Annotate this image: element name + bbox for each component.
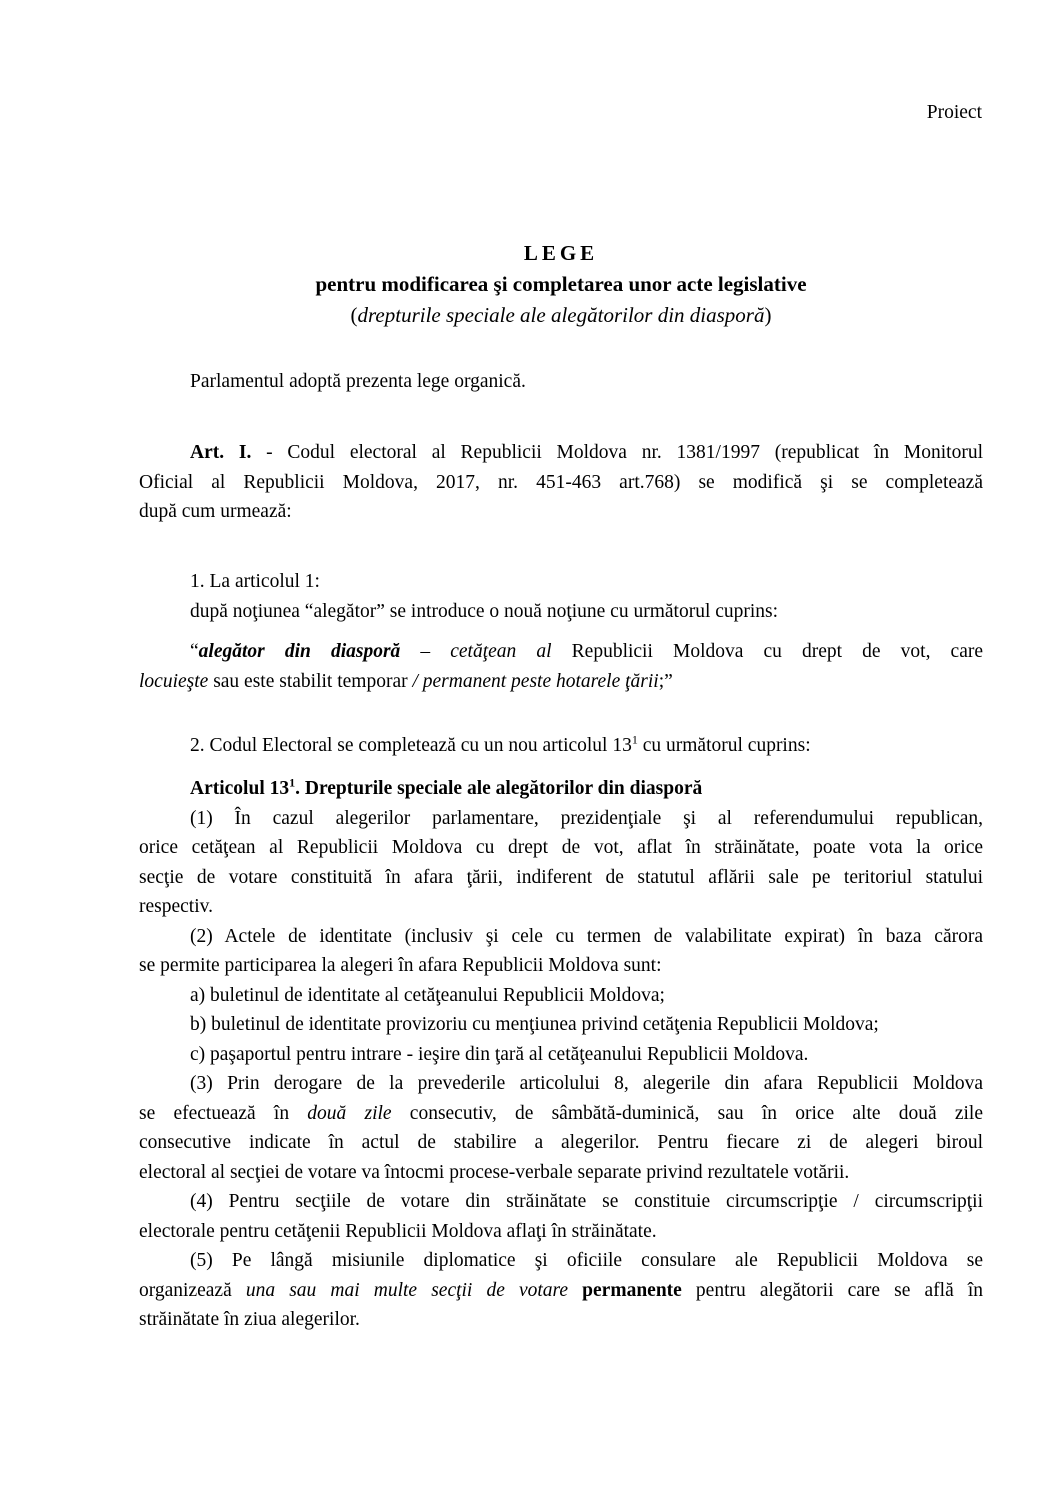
law-subject (139, 300, 983, 330)
point-1 (139, 567, 983, 626)
article-1-paragraph (139, 438, 983, 527)
article-1-line-3: după cum urmează: (139, 501, 292, 522)
point-1-heading: 1. La articolul 1: (190, 571, 320, 592)
article-1-line-1: Art. I. - Codul electoral al Republicii Moldova nr. 1381/1997 (republicat în Monitorul (190, 442, 983, 463)
article-13-p5-line-3: străinătate în ziua alegerilor. (139, 1309, 360, 1330)
defined-term: alegător din diasporă (198, 641, 401, 662)
intro-paragraph: Parlamentul adoptă prezenta lege organică. (190, 371, 526, 392)
article-13-p2-line-1: (2) Actele de identitate (inclusiv şi cele cu termen de valabilitate expirat) în baza cărora (190, 925, 983, 947)
article-13-p4-line-1: (4) Pentru secţiile de votare din străinătate se constituie circumscripţie / circumscripţii (190, 1191, 983, 1212)
article-13-p1-line-3: secţie de votare constituită în afara ţării, indiferent de statutul aflării sale pe teritoriul statului (139, 866, 983, 888)
point-2: 2. Codul Electoral se completează cu un nou articolul $13^1$ cu următorul cuprins: (190, 732, 811, 756)
definition-paragraph (139, 637, 983, 696)
definition-line-1: “alegător din diasporă – cetăţean al Republicii Moldova cu drept de vot, care (190, 641, 984, 662)
draft-label: Proiect (926, 102, 982, 123)
article-13-p5-line-2: organizează una sau mai multe secţii de votare permanente pentru alegătorii care se află în (139, 1279, 984, 1301)
article-13-1-title: Articolul $13^1$. Drepturile speciale ale alegătorilor din diasporă (190, 775, 703, 799)
list-item-c: c) paşaportul pentru intrare - ieşire din ţară al cetăţeanului Republicii Moldova. (190, 1043, 809, 1065)
article-13-p4-line-2: electorale pentru cetăţenii Republicii Moldova aflaţi în străinătate. (139, 1220, 657, 1242)
paren-close: ) (764, 303, 772, 327)
list-item-a: a) buletinul de identitate al cetăţeanului Republicii Moldova; (190, 984, 665, 1006)
article-1-line-2: Oficial al Republicii Moldova, 2017, nr. 451-463 art.768) se modifică şi se completează (139, 471, 983, 493)
article-13-p1-line-4: respectiv. (139, 896, 213, 917)
article-13-p1-line-2: orice cetăţean al Republicii Moldova cu drept de vot, aflat în străinătate, poate vota la orice (139, 837, 983, 858)
law-subject-text: drepturile speciale ale alegătorilor din diasporă (357, 303, 765, 327)
article-13-p3-line-4: electoral al secţiei de votare va întocmi procese-verbale separate privind rezultatele votării. (139, 1161, 850, 1183)
article-1-label: Art. I. (190, 442, 252, 463)
article-13-p3-line-2: se efectuează în două zile consecutiv, de sâmbătă-duminică, sau în orice alte două zile (139, 1102, 983, 1124)
article-13-p1-line-1: (1) În cazul alegerilor parlamentare, prezidenţiale şi al referendumului republican, (190, 807, 983, 829)
article-13-p5-line-1: (5) Pe lângă misiunile diplomatice şi oficiile consulare ale Republicii Moldova se (190, 1250, 983, 1271)
point-1-line-2: după noţiunea “alegător” se introduce o nouă noţiune cu următorul cuprins: (190, 600, 779, 622)
title-block (139, 238, 983, 330)
article-13-p3-line-1: (3) Prin derogare de la prevederile articolului 8, alegerile din afara Republicii Moldova (190, 1073, 983, 1094)
article-13-p2-line-2: se permite participarea la alegeri în afara Republicii Moldova sunt: (139, 955, 662, 976)
article-13-1 (139, 774, 983, 1335)
law-subtitle: pentru modificarea şi completarea unor acte legislative (315, 272, 807, 296)
list-item-b: b) buletinul de identitate provizoriu cu menţiunea privind cetăţenia Republicii Moldova; (190, 1014, 879, 1035)
paren-open: ( (350, 303, 358, 327)
law-title: LEGE (523, 241, 599, 265)
article-13-p3-line-3: consecutive indicate în actul de stabilire a alegerilor. Pentru fiecare zi de alegeri biroul (139, 1132, 983, 1153)
definition-line-2: locuieşte sau este stabilit temporar / permanent peste hotarele ţării;” (139, 670, 673, 692)
